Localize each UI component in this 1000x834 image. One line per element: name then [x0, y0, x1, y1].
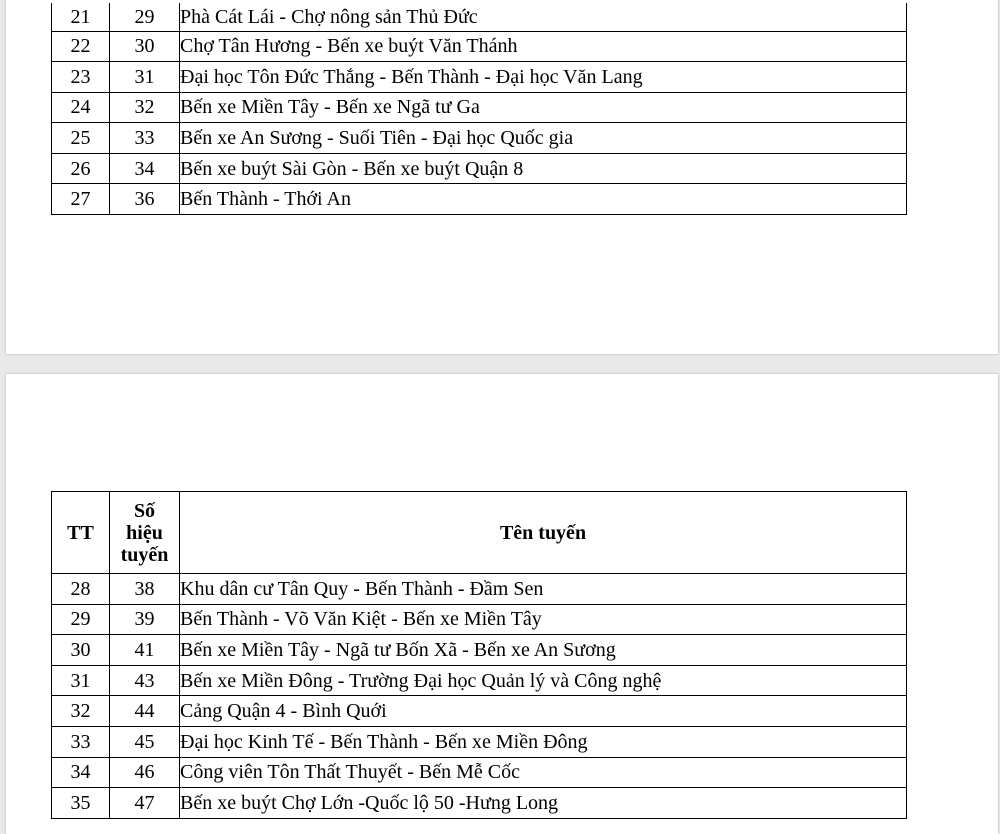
table-row	[52, 726, 907, 757]
row-index: 34	[52, 757, 110, 788]
table-row	[52, 31, 907, 62]
row-index: 24	[52, 92, 110, 123]
route-number: 29	[110, 3, 180, 31]
route-number: 43	[110, 665, 180, 696]
route-number: 31	[110, 62, 180, 93]
route-number: 47	[110, 788, 180, 819]
table-row	[52, 665, 907, 696]
document-page-upper	[6, 0, 998, 354]
row-index: 35	[52, 788, 110, 819]
table-row	[52, 184, 907, 215]
row-index: 28	[52, 574, 110, 605]
route-number: 46	[110, 757, 180, 788]
route-number: 34	[110, 153, 180, 184]
table-row	[52, 696, 907, 727]
table-row	[52, 123, 907, 154]
row-index: 27	[52, 184, 110, 215]
row-index: 23	[52, 62, 110, 93]
table-row	[52, 757, 907, 788]
row-index: 22	[52, 31, 110, 62]
row-index: 25	[52, 123, 110, 154]
table-row	[52, 635, 907, 666]
route-number: 30	[110, 31, 180, 62]
table-header-row	[52, 492, 907, 574]
row-index: 30	[52, 635, 110, 666]
route-name: Chợ Tân Hương - Bến xe buýt Văn Thánh	[180, 31, 907, 62]
row-index: 31	[52, 665, 110, 696]
table-row	[52, 62, 907, 93]
route-name: Bến xe buýt Sài Gòn - Bến xe buýt Quận 8	[180, 153, 907, 184]
route-name: Bến xe Miền Tây - Ngã tư Bốn Xã - Bến xe An Sương	[180, 635, 907, 666]
route-number: 44	[110, 696, 180, 727]
header-route-number-line2: hiệu	[126, 521, 163, 544]
route-name: Bến xe buýt Chợ Lớn -Quốc lộ 50 -Hưng Long	[180, 788, 907, 819]
header-route-number-line3: tuyến	[120, 543, 169, 566]
route-name: Bến Thành - Thới An	[180, 184, 907, 215]
route-table	[51, 491, 907, 819]
route-name: Bến xe An Sương - Suối Tiên - Đại học Quốc gia	[180, 123, 907, 154]
table-row	[52, 788, 907, 819]
header-route-number-line1: Số	[133, 499, 156, 522]
header-tt: TT	[52, 492, 110, 574]
table-row	[52, 3, 907, 31]
route-name: Bến Thành - Võ Văn Kiệt - Bến xe Miền Tây	[180, 604, 907, 635]
route-number: 39	[110, 604, 180, 635]
route-number: 32	[110, 92, 180, 123]
route-name: Khu dân cư Tân Quy - Bến Thành - Đầm Sen	[180, 574, 907, 605]
table-row	[52, 604, 907, 635]
table-row	[52, 574, 907, 605]
route-name: Cảng Quận 4 - Bình Quới	[180, 696, 907, 727]
row-index: 21	[52, 3, 110, 31]
route-name: Phà Cát Lái - Chợ nông sản Thủ Đức	[180, 3, 907, 31]
route-name: Bến xe Miền Tây - Bến xe Ngã tư Ga	[180, 92, 907, 123]
row-index: 33	[52, 726, 110, 757]
table-row	[52, 153, 907, 184]
route-name: Công viên Tôn Thất Thuyết - Bến Mễ Cốc	[180, 757, 907, 788]
route-number: 36	[110, 184, 180, 215]
route-number: 38	[110, 574, 180, 605]
route-name: Đại học Tôn Đức Thắng - Bến Thành - Đại học Văn Lang	[180, 62, 907, 93]
header-route-name: Tên tuyến	[180, 492, 907, 574]
row-index: 29	[52, 604, 110, 635]
route-name: Đại học Kinh Tế - Bến Thành - Bến xe Miền Đông	[180, 726, 907, 757]
route-number: 33	[110, 123, 180, 154]
header-route-number	[110, 492, 180, 574]
document-page-lower	[6, 374, 998, 834]
row-index: 32	[52, 696, 110, 727]
route-number: 45	[110, 726, 180, 757]
row-index: 26	[52, 153, 110, 184]
route-name: Bến xe Miền Đông - Trường Đại học Quản lý và Công nghệ	[180, 665, 907, 696]
route-number: 41	[110, 635, 180, 666]
table-row	[52, 92, 907, 123]
route-table-continued	[51, 3, 907, 215]
